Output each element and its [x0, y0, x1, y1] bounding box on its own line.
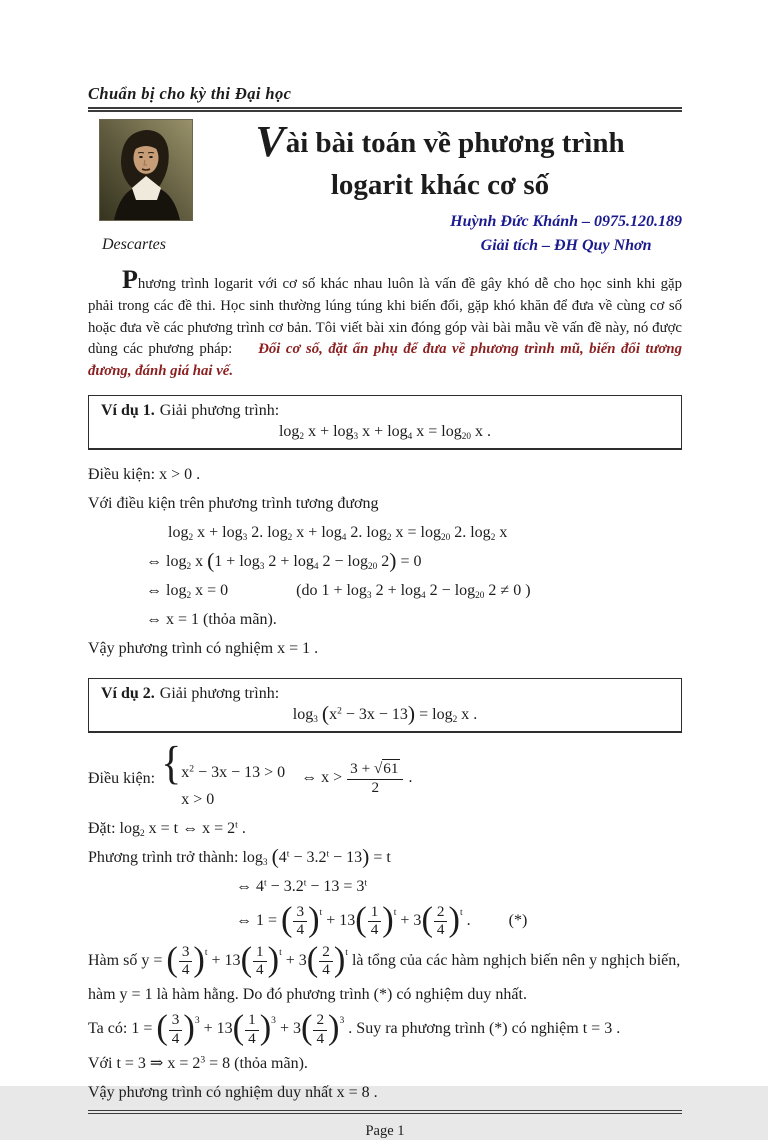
intro-body: hương trình logarit với cơ số khác nhau luôn là vấn đề gây khó dễ cho học sinh khi gặp phải trong các đề thi. Học sinh thường lúng túng khi biến đổi, gặp khó khăn để đưa về cùng cơ số hoặc đưa về các phương trình cơ bản. Tôi viết bài xin đóng góp vài bài mẫu về vấn đề này, nó được dùng các phương pháp:	[88, 276, 682, 358]
system-brace: {	[161, 737, 182, 790]
solution-text-line: Với điều kiện trên phương trình tương đương	[88, 494, 379, 512]
equation-tag: (*)	[508, 911, 528, 929]
example-1-solution	[88, 458, 682, 666]
example-1-label: Ví dụ 1.	[101, 401, 155, 419]
equation-line: ⇔ $\log_2 x$ $(1 + \log_3 2 + \log_4 2 - \log_{20} 2) = 0$	[146, 548, 422, 573]
intro-dropcap: P	[122, 265, 138, 295]
page-footer	[88, 1110, 682, 1140]
title-line2: logarit khác cơ số	[330, 169, 550, 202]
header-slogan: Chuẩn bị cho kỳ thi Đại học	[88, 84, 292, 103]
substitution-line: Đặt: $\log_2 x = t$ ⇔ $x = 2^t$ .	[88, 819, 246, 839]
title-line1: ài bài toán về phương trình	[285, 127, 625, 159]
condition-system: { $x^2 - 3x - 13 > 0$ x > 0	[161, 737, 286, 808]
condition-system-line: Điều kiện: { $x^2 - 3x - 13 > 0$ x > 0 ⇔ x > $\frac{3 + √61}{2}$ .	[88, 746, 682, 812]
portrait-image	[100, 120, 192, 220]
monotonicity-line-2: hàm y = 1 là hàm hằng. Do đó phương trình (*) có nghiệm duy nhất.	[88, 986, 527, 1004]
equation-line: Phương trình trở thành: $\log_3 (4^t - 3.2^t - 13) = t$	[88, 844, 391, 869]
example-1-prompt: Giải phương trình:	[159, 401, 280, 419]
conclusion-line: Vậy phương trình có nghiệm x = 1 .	[88, 639, 319, 657]
page-number: Page 1	[365, 1123, 405, 1140]
page-title	[198, 117, 682, 206]
example-1-heading	[101, 402, 669, 420]
example-2-prompt: Giải phương trình:	[159, 684, 280, 702]
equation-line: ⇔ x = 1 (thỏa mãn).	[146, 610, 277, 628]
monotonicity-line-1: Hàm số y = ( $\frac{3}{4}$ )$^t$ + 13( $\frac{1}{4}$ )$^t$ + 3( $\frac{2}{4}$ )$^t$ là tổng của các hàm nghịch biến nên y nghịch biến,	[88, 940, 681, 979]
example-1-box	[88, 395, 682, 450]
example-1-equation: $\log_2 x + \log_3 x + \log_4 x = \log_{20} x$ .	[278, 422, 492, 442]
equation-line: ⇔ 1 = ( $\frac{3}{4}$ )$^t$ + 13( $\frac{1}{4}$ )$^t$ + 3( $\frac{2}{4}$ )$^t$ . (*)	[236, 900, 528, 939]
conclusion-line: Vậy phương trình có nghiệm duy nhất x = 8 .	[88, 1084, 378, 1102]
masthead-left-column	[88, 120, 198, 258]
condition-line: Điều kiện: x > 0 .	[88, 465, 201, 483]
example-2-box	[88, 678, 682, 733]
equation-line: ⇔ $4^t - 3.2^t - 13 = 3^t$	[236, 877, 368, 895]
equation-note: (do $1 + \log_3 2 + \log_4 2 - \log_{20} 2 \ne 0$ )	[296, 581, 531, 601]
condition-result: ⇔ x > $\frac{3 + √61}{2}$ .	[301, 760, 413, 796]
title-initial: V	[255, 117, 285, 166]
equation-line: $\log_2 x + \log_3 2$. $\log_2 x + \log_4 2$. $\log_2 x = \log_{20} 2$. $\log_2 x$	[168, 523, 508, 543]
intro-methods: Đổi cơ số, đặt ẩn phụ để đưa về phương trình mũ, biến đổi tương đương, đánh giá hai vế.	[88, 341, 682, 380]
example-2-solution	[88, 737, 682, 1110]
affiliation-line: Giải tích – ĐH Quy Nhơn	[480, 237, 652, 255]
check-line: Ta có: 1 = ( $\frac{3}{4}$ )$^3$ + 13( $\frac{1}{4}$ )$^3$ + 3( $\frac{2}{4}$ )$^3$ . Suy ra phương trình (*) có nghiệm t = 3 .	[88, 1008, 621, 1047]
author-line: Huỳnh Đức Khánh – 0975.120.189	[450, 213, 682, 231]
equation-line: ⇔ $\log_2 x = 0$ (do $1 + \log_3 2 + \log_4 2 - \log_{20} 2 \ne 0$ )	[146, 581, 531, 601]
descartes-portrait	[100, 120, 192, 220]
root-line: Với t = 3 ⇒ $x = 2^3 = 8$ (thỏa mãn).	[88, 1055, 308, 1073]
page-header	[88, 84, 682, 112]
example-2-label: Ví dụ 2.	[101, 684, 155, 702]
masthead	[88, 117, 682, 258]
portrait-caption: Descartes	[102, 236, 166, 253]
example-2-equation: $\log_3 (x^2 - 3x - 13) = \log_2 x$ .	[292, 701, 478, 726]
masthead-right-column	[198, 117, 682, 258]
example-2-heading	[101, 685, 669, 703]
intro-paragraph	[88, 265, 682, 383]
author-block	[450, 210, 682, 258]
